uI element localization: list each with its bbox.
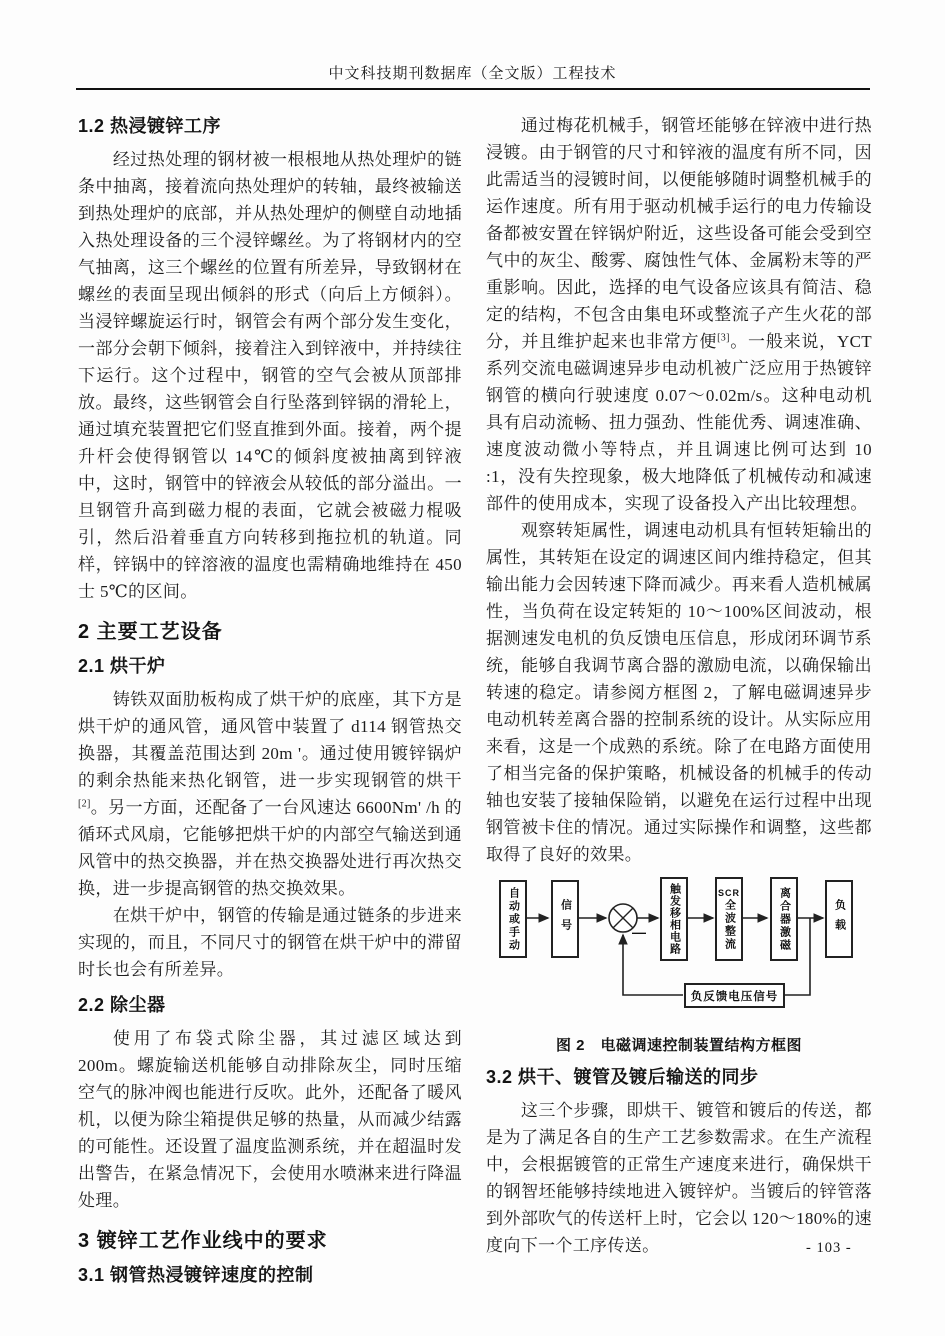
heading-1-2-hot-dip-galvanizing: 1.2 热浸镀锌工序 (78, 116, 222, 136)
paragraph-text: 。一般来说，YCT 系列交流电磁调速异步电动机被广泛应用于热镀锌钢管的横向行驶速度 0.07～0.02m/s。这种电动机具有启动流畅、扭力强劲、性能优秀、调速准确、速度波动微小等特点，并且调速比例可达到 10 :1，没有失控现象，极大地降低了机械传动和减速部件的使用成本，实现了设备投入产出比较理想。 (486, 332, 872, 513)
reference-superscript-3: [3] (717, 332, 730, 344)
paragraph-synchronization: 这三个步骤，即烘干、镀管和镀后的传送，都是为了满足各自的生产工艺参数需求。在生产流程中，会根据镀管的正常生产速度来进行，确保烘干的钢智坯能够持续地进入镀锌炉。当镀后的锌管落到外部吹气的传送杆上时，它会以 120～180%的速度向下一个工序传送。 (486, 1101, 872, 1255)
diagram-box-label: 信号 (559, 899, 572, 939)
diagram-box-trigger-phase-circuit (660, 877, 688, 961)
paragraph-dust-collector: 使用了布袋式除尘器，其过滤区域达到 200m。螺旋输送机能够自动排除灰尘，同时压缩空气的脉冲阀也能进行反吹。此外，还配备了暖风机，以便为除尘箱提供足够的热量，从而减少结露的可能性。还设置了温度监测系统，并在超温时发出警告，在紧急情况下，会使用水喷淋来进行降温处理。 (78, 1029, 462, 1210)
heading-3-2-synchronization: 3.2 烘干、镀管及镀后输送的同步 (486, 1067, 759, 1087)
diagram-box-clutch-excitation (770, 877, 798, 961)
heading-3-line-requirements: 3 镀锌工艺作业线中的要求 (78, 1230, 328, 1252)
paragraph-hot-dip-process: 经过热处理的钢材被一根根地从热处理炉的链条中抽离，接着流向热处理炉的转轴，最终被输送到热处理炉的底部，并从热处理炉的侧壁自动地插入热处理设备的三个浸锌螺丝。为了将钢材内的空气抽离，这三个螺丝的位置有所差异，导致钢材在螺丝的表面呈现出倾斜的形式（向后上方倾斜）。当浸锌螺旋运行时，钢管会有两个部分发生变化，一部分会朝下倾斜，接着注入到锌液中，并持续往下运行。这个过程中，钢管的空气会被从顶部排放。最终，这些钢管会自行坠落到锌锅的滑轮上，通过填充装置把它们竖直推到外面。接着，两个提升杆会使得钢管以 14℃的倾斜度被抽离到锌液中，这时，钢管中的锌液会从较低的部分溢出。一旦钢管升高到磁力棍的表面，它就会被磁力棍吸引，然后沿着垂直方向转移到拖拉机的轨道。同样，锌锅中的锌溶液的温度也需精确地维持在 450 士 5℃的区间。 (78, 150, 462, 601)
diagram-box-label: 负反馈电压信号 (690, 990, 779, 1003)
diagram-box-scr-rectifier (715, 877, 743, 961)
paragraph-speed-control-1 (486, 112, 872, 517)
diagram-box-label: 全波整流 (723, 898, 736, 951)
paragraph-drying-transport: 在烘干炉中，钢管的传输是通过链条的步进来实现的，而且，不同尺寸的钢管在烘干炉中的滞留时长也会有所差异。 (78, 906, 462, 979)
paragraph-text: 铸铁双面肋板构成了烘干炉的底座，其下方是烘干炉的通风管，通风管中装置了 d114 钢管热交换器，其覆盖范围达到 20m '。通过使用镀锌锅炉的剩余热能来热化钢管，进一步实现钢管的烘干 (78, 690, 462, 790)
heading-2-main-equipment: 2 主要工艺设备 (78, 621, 223, 643)
heading-2-1-drying-furnace: 2.1 烘干炉 (78, 656, 166, 676)
minus-sign: — (632, 924, 646, 940)
diagram-box-load (825, 880, 853, 958)
left-column (78, 112, 462, 1295)
paragraph-text: 。另一方面，还配备了一台风速达 6600Nm' /h 的循环式风扇，它能够把烘干炉的内部空气输送到通风管中的热交换器，并在热交换器处进行再次热交换，进一步提高钢管的热交换效果。 (78, 798, 462, 898)
diagram-box-label: 负载 (833, 899, 846, 939)
paragraph-text: 通过梅花机械手，钢管坯能够在锌液中进行热浸镀。由于钢管的尺寸和锌液的温度有所不同，因此需适当的浸镀时间，以便能够随时调整机械手的运作速度。所有用于驱动机械手运行的电力传输设备都被安置在锌锅炉附近，这些设备可能会受到空气中的灰尘、酸雾、腐蚀性气体、金属粉末等的严重影响。因此，选择的电气设备应该具有简洁、稳定的结构，不包含由集电环或整流子产生火花的部分，并且维护起来也非常方便 (486, 116, 872, 351)
figure-2-block-diagram (486, 872, 872, 1024)
diagram-box-signal (551, 880, 579, 958)
diagram-box-label: 离合器激磁 (778, 886, 791, 952)
heading-2-2-dust-collector: 2.2 除尘器 (78, 995, 166, 1015)
diagram-box-label: 自动或手动 (507, 886, 520, 952)
figure-caption: 图 2 电磁调速控制装置结构方框图 (555, 1037, 802, 1054)
diagram-box-negative-feedback (684, 983, 785, 1008)
diagram-box-auto-manual (499, 880, 527, 958)
diagram-box-label-scr: SCR (717, 887, 740, 898)
header-rule (76, 88, 870, 90)
diagram-box-label: 触发移相电路 (668, 883, 681, 955)
right-column (486, 112, 872, 1259)
paragraph-drying-furnace (78, 686, 462, 902)
paragraph-speed-control-2: 观察转矩属性，调速电动机具有恒转矩输出的属性，其转矩在设定的调速区间内维持稳定，但其输出能力会因转速下降而减少。再来看人造机械属性，当负荷在设定转矩的 10～100%区间波动，根据测速发电机的负反馈电压信息，形成闭环调节系统，能够自我调节离合器的激励电流，以确保输出转速的稳定。请参阅方框图 2，了解电磁调速异步电动机转差离合器的控制系统的设计。从实际应用来看，这是一个成熟的系统。除了在电路方面使用了相当完备的保护策略，机械设备的机械手的传动轴也安装了接轴保险销，以避免在运行过程中出现钢管被卡住的情况。通过实际操作和调整，这些都取得了良好的效果。 (486, 521, 872, 864)
reference-superscript-2: [2] (78, 798, 91, 810)
journal-header: 中文科技期刊数据库（全文版）工程技术 (328, 66, 617, 82)
page-number: - 103 - (806, 1240, 852, 1256)
heading-3-1-speed-control: 3.1 钢管热浸镀锌速度的控制 (78, 1265, 314, 1285)
